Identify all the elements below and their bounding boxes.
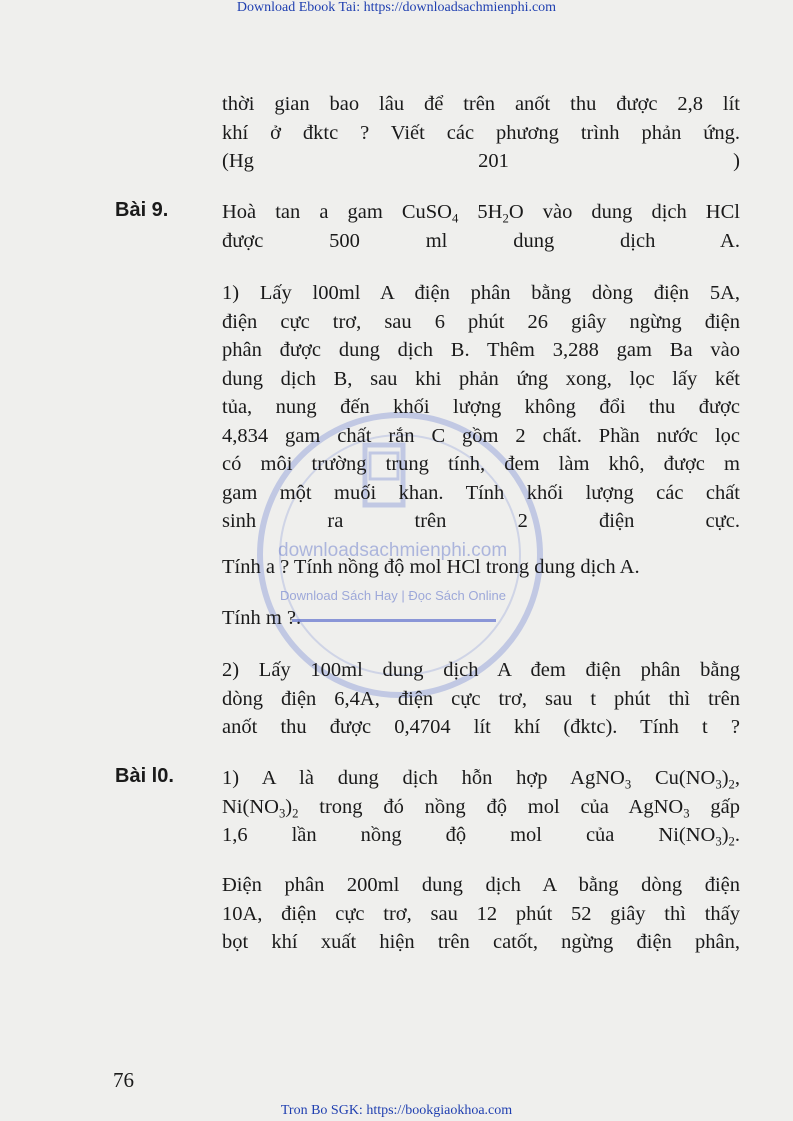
text-line: Điện phân 200ml dung dịch A bằng dòng điện: [222, 874, 740, 896]
text-line: 1) Lấy l00ml A điện phân bằng dòng điện 5A,: [222, 282, 740, 304]
text-line: khí ở đktc ? Viết các phương trình phản ứng.: [222, 121, 740, 144]
text-line: 10A, điện cực trơ, sau 12 phút 52 giây thì thấy: [222, 902, 740, 925]
watermark-tagline: Download Sách Hay | Đọc Sách Online: [280, 588, 506, 603]
text-line: sinh ra trên 2 điện cực.: [222, 510, 740, 532]
text-line: 4,834 gam chất rắn C gồm 2 chất. Phần nước lọc: [222, 424, 740, 447]
watermark-domain: downloadsachmienphi.com: [278, 540, 508, 561]
text-line: (Hg 201 ): [222, 150, 740, 172]
text-line: Hoà tan a gam CuSO$_4$ $5H_2O$ vào dung dịch HCl: [222, 201, 740, 226]
text-line: 2) Lấy 100ml dung dịch A đem điện phân bằng: [222, 659, 740, 681]
exercise-9-question-m: [222, 604, 740, 633]
exercise-10-part1: [222, 764, 740, 850]
page-number: 76: [113, 1068, 134, 1092]
text-line: điện cực trơ, sau 6 phút 26 giây ngừng điện: [222, 310, 740, 333]
exercise-9-label: Bài 9.: [115, 199, 169, 221]
text-line: gam một muối khan. Tính khối lượng các chất: [222, 481, 740, 504]
text-line: có môi trường trung tính, đem làm khô, được m: [222, 453, 740, 475]
text-line: thời gian bao lâu để trên anốt thu được 2,8 lít: [222, 93, 740, 115]
text-line: anốt thu được 0,4704 lít khí (đktc). Tính t ?: [222, 716, 740, 738]
exercise-9-part1: [222, 279, 740, 536]
text-line: dung dịch B, sau khi phản ứng xong, lọc lấy kết: [222, 367, 740, 390]
exercise-10-label: Bài l0.: [115, 765, 174, 787]
exercise-10-part2: [222, 871, 740, 957]
text-line: bọt khí xuất hiện trên catốt, ngừng điện phân,: [222, 931, 740, 953]
header-download-link[interactable]: Download Ebook Tai: https://downloadsachmienphi.com: [236, 0, 557, 15]
text-line: $Ni(NO_3)_2$ trong đó nồng độ mol của AgNO$_3$ gấp: [222, 795, 740, 820]
footer-sgk-link[interactable]: Tron Bo SGK: https://bookgiaokhoa.com: [280, 1103, 513, 1118]
exercise-9-intro: [222, 198, 740, 255]
text-line: phân được dung dịch B. Thêm 3,288 gam Ba vào: [222, 339, 740, 361]
exercise-9-part2: [222, 656, 740, 742]
text-line: dòng điện 6,4A, điện cực trơ, sau t phút thì trên: [222, 687, 740, 710]
text-line: 1,6 lần nồng độ mol của $Ni(NO_3)_2$.: [222, 824, 740, 849]
continuation-paragraph: [222, 90, 740, 176]
text-line: Tính m ?.: [222, 607, 302, 629]
text-line: được 500 ml dung dịch A.: [222, 229, 740, 252]
text-line: tủa, nung đến khối lượng không đổi thu được: [222, 396, 740, 418]
exercise-9-question-a: [222, 553, 740, 582]
text-line: 1) A là dung dịch hỗn hợp AgNO$_3$ $Cu(NO_3)_2$,: [222, 767, 741, 792]
text-line: Tính a ? Tính nồng độ mol HCl trong dung dịch A.: [222, 556, 640, 578]
